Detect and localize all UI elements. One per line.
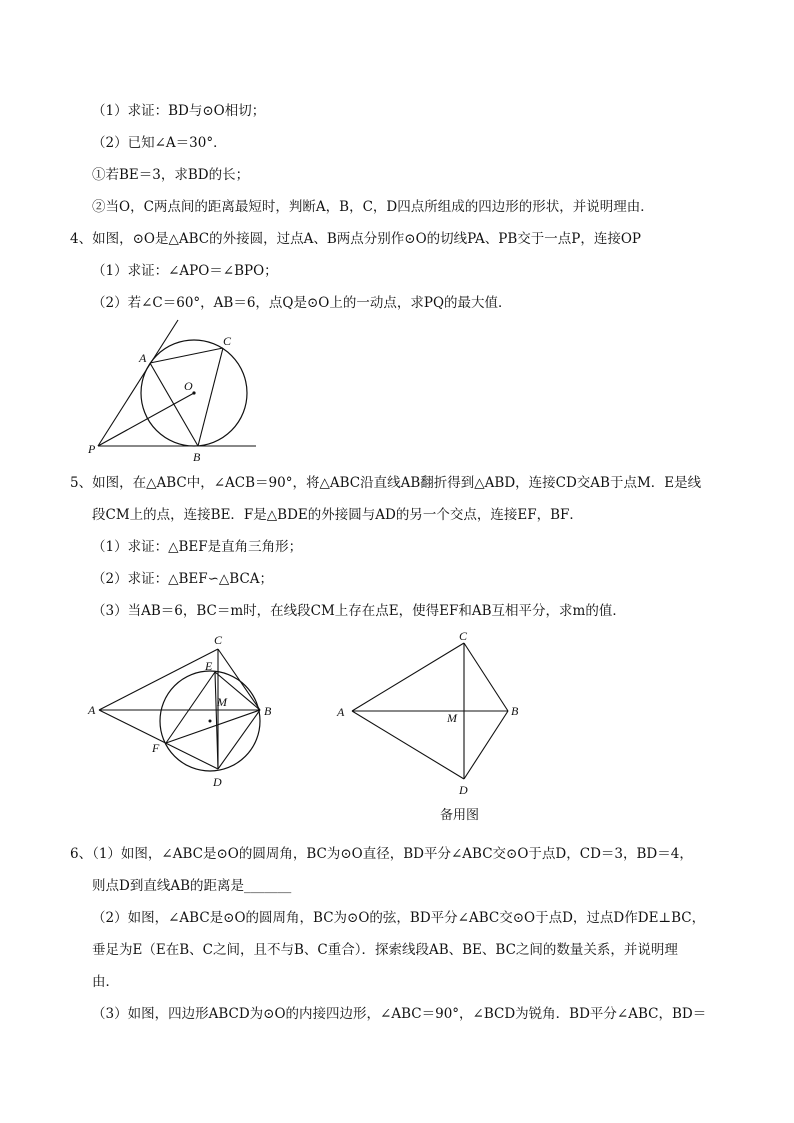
q3-part2: （2）已知∠A＝30°． [92,135,227,151]
q5-figure [86,628,286,798]
center-dot [192,391,195,394]
q5-stem-line1: 5、如图，在△ABC中，∠ACB＝90°，将△ABC沿直线AB翻折得到△ABD，连接CD交AB于点M．E是线 [70,475,702,491]
q4-figure [80,316,280,466]
label-c: C [459,629,468,643]
segment-ad [99,710,218,769]
segment-po [98,393,194,446]
label-a: A [139,351,147,365]
label-o: O [184,379,193,393]
q4-part1: （1）求证：∠APO＝∠BPO； [92,263,278,279]
label-a: A [88,703,96,717]
label-e: E [205,659,213,673]
segment-cb [198,348,223,446]
segment-db [464,711,508,779]
tangent-pa [98,320,178,446]
segment-db [218,710,260,769]
label-b: B [511,704,519,718]
segment-ac [150,348,223,363]
label-b: B [264,704,272,718]
q6-part3-line1: （3）如图，四边形ABCD为⊙O的内接四边形，∠ABC＝90°，∠BCD为锐角．BD平分∠ABC，BD＝ [92,1006,707,1022]
center-dot [209,720,212,723]
label-m: M [447,711,457,725]
q4-part2: （2）若∠C＝60°，AB＝6，点Q是⊙O上的一动点，求PQ的最大值． [92,295,512,311]
q5-part1: （1）求证：△BEF是直角三角形； [92,539,303,555]
q3-part2-sub1: ①若BE＝3，求BD的长； [92,167,250,183]
segment-ef [166,672,215,743]
label-d: D [213,775,222,789]
spare-figure-caption: 备用图 [440,808,480,823]
q3-part1: （1）求证：BD与⊙O相切； [92,103,266,119]
segment-fb [166,710,260,743]
q5-stem-line2: 段CM上的点，连接BE．F是△BDE的外接圆与AD的另一个交点，连接EF，BF． [92,507,583,523]
q6-part2-line2: 垂足为E（E在B、C之间，且不与B、C重合）．探索线段AB、BE、BC之间的数量关系，并说明理 [92,942,678,958]
q6-part2-line1: （2）如图，∠ABC是⊙O的圆周角，BC为⊙O的弦，BD平分∠ABC交⊙O于点D，过点D作DE⊥BC， [92,910,706,926]
segment-ac [352,643,464,711]
segment-ac [99,649,218,710]
label-b: B [193,450,201,464]
q6-part1-line1: 6、（1）如图，∠ABC是⊙O的圆周角，BC为⊙O直径，BD平分∠ABC交⊙O于点D，CD＝3，BD＝4， [70,846,693,862]
label-d: D [459,783,468,797]
label-m: M [217,695,227,709]
segment-cb [464,643,508,711]
label-c: C [223,334,232,348]
q6-part1-line2: 则点D到直线AB的距离是_______ [92,878,292,894]
label-c: C [214,633,223,647]
q6-part2-line3: 由． [92,974,119,990]
label-p: P [88,442,96,456]
label-a: A [337,705,345,719]
q4-stem: 4、如图，⊙O是△ABC的外接圆，过点A、B两点分别作⊙O的切线PA、PB交于一点P，连接OP [70,231,641,247]
label-f: F [152,741,160,755]
q5-part3: （3）当AB＝6，BC＝m时，在线段CM上存在点E，使得EF和AB互相平分，求m的值． [92,603,626,619]
q3-part2-sub2: ②当O，C两点间的距离最短时，判断A，B，C，D四点所组成的四边形的形状，并说明理由． [92,199,654,215]
q5-part2: （2）求证：△BEF∽△BCA； [92,571,274,587]
q5-spare-figure [330,626,530,802]
